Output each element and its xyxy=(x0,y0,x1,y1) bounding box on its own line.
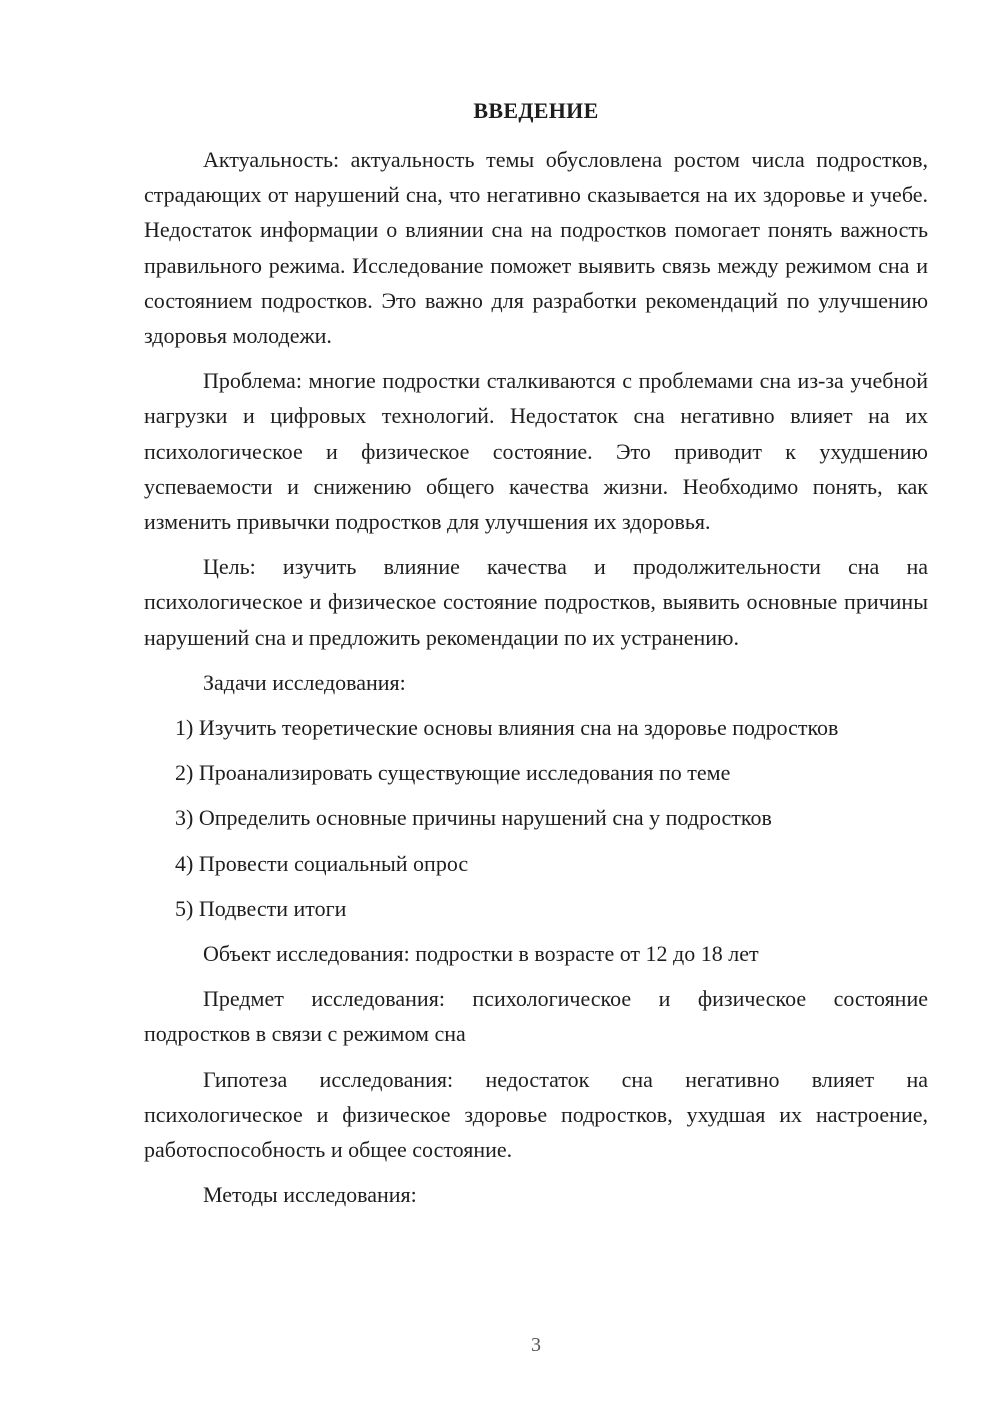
relevance-paragraph: Актуальность: актуальность темы обусловлена ростом числа подростков, страдающих от нарушений сна, что негативно сказывается на их здоровье и учебе. Недостаток информации о влиянии сна на подростков помогает понять важность правильного режима. Исследование поможет выявить связь между режимом сна и состоянием подростков. Это важно для разработки рекомендаций по улучшению здоровья молодежи. xyxy=(144,147,928,349)
page-title: ВВЕДЕНИЕ xyxy=(473,98,599,123)
list-item: 1) Изучить теоретические основы влияния сна на здоровье подростков xyxy=(175,715,839,741)
object-paragraph: Объект исследования: подростки в возрасте от 12 до 18 лет xyxy=(203,941,759,967)
subject-paragraph: Предмет исследования: психологическое и физическое состояние подростков в связи с режимом сна xyxy=(144,986,928,1047)
list-item: 2) Проанализировать существующие исследования по теме xyxy=(175,760,731,786)
goal-paragraph: Цель: изучить влияние качества и продолжительности сна на психологическое и физическое состояние подростков, выявить основные причины нарушений сна и предложить рекомендации по их устранению. xyxy=(144,554,928,650)
list-item: 5) Подвести итоги xyxy=(175,895,347,921)
document-body xyxy=(144,142,928,1222)
problem-paragraph: Проблема: многие подростки сталкиваются с проблемами сна из-за учебной нагрузки и цифровых технологий. Недостаток сна негативно влияет на их психологическое и физическое состояние. Это приводит к ухудшению успеваемости и снижению общего качества жизни. Необходимо понять, как изменить привычки подростков для улучшения их здоровья. xyxy=(144,368,928,535)
tasks-list xyxy=(144,710,928,926)
tasks-heading: Задачи исследования: xyxy=(203,669,406,695)
page-number: 3 xyxy=(531,1334,541,1356)
methods-heading: Методы исследования: xyxy=(203,1182,417,1208)
list-item: 4) Провести социальный опрос xyxy=(175,850,469,876)
hypothesis-paragraph: Гипотеза исследования: недостаток сна негативно влияет на психологическое и физическое здоровье подростков, ухудшая их настроение, работоспособность и общее состояние. xyxy=(144,1066,928,1163)
list-item: 3) Определить основные причины нарушений сна у подростков xyxy=(175,805,772,831)
